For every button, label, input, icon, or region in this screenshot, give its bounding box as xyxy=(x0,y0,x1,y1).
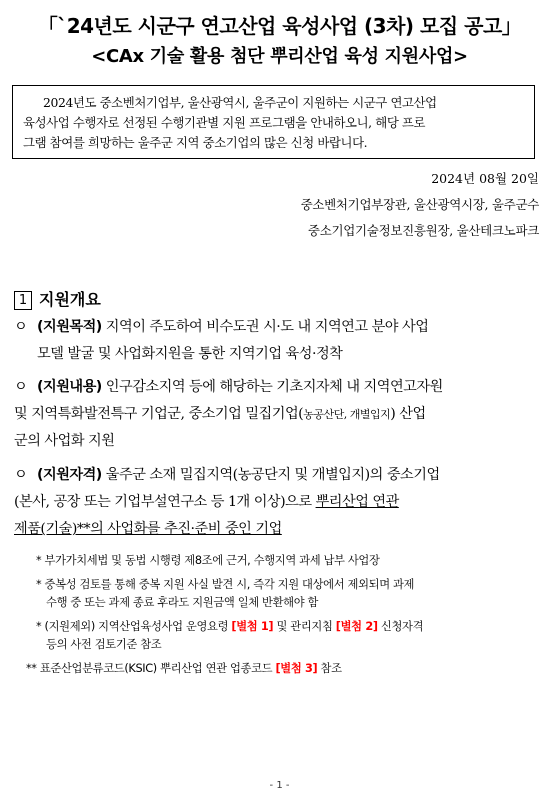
purpose-text: 모델 발굴 및 사업화지원을 통한 지역기업 육성·정착 xyxy=(37,346,343,362)
eligibility-text: (본사, 공장 또는 기업부설연구소 등 1개 이상)으로 xyxy=(14,494,316,510)
issuing-orgs-line1: 중소벤처기업부장관, 울산광역시장, 울주군수 xyxy=(300,197,539,212)
content-text: 및 지역특화발전특구 기업군, 중소기업 밀집기업( xyxy=(14,406,304,422)
purpose-text: 지역이 주도하여 비수도권 시·도 내 지역연고 분야 사업 xyxy=(101,319,429,335)
bullet-icon: ㅇ xyxy=(14,379,28,395)
eligibility-label: (지원자격) xyxy=(37,467,102,483)
footnotes xyxy=(26,552,541,678)
page-number: - 1 - xyxy=(269,780,290,791)
eligibility-text: 울주군 소재 밀집지역(농공단지 및 개별입지)의 중소기업 xyxy=(101,467,440,483)
footnote: 등의 사전 검토기준 참조 xyxy=(46,638,162,651)
content-text: ) 산업 xyxy=(390,406,426,422)
content-text-small: 농공산단, 개별입지 xyxy=(303,408,391,421)
attachment-ref: [별첨 2] xyxy=(335,620,378,633)
footnote-text: 및 관리지침 xyxy=(273,620,336,633)
footnote: 수행 중 또는 과제 종료 후라도 지원금액 일체 반환해야 함 xyxy=(46,596,319,609)
bullet-icon: ㅇ xyxy=(14,467,28,483)
purpose-label: (지원목적) xyxy=(37,319,102,335)
section-number-box: 1 xyxy=(14,291,32,310)
footnote-text: 참조 xyxy=(317,662,342,675)
footnote: * 중복성 검토를 통해 중복 지원 사실 발견 시, 즉각 지원 대상에서 제외되며 과제 xyxy=(36,578,415,591)
content-text: 군의 사업화 지원 xyxy=(14,433,115,449)
footnote-text: 신청자격 xyxy=(377,620,424,633)
intro-line: 2024년도 중소벤처기업부, 울산광역시, 울주군이 지원하는 시군구 연고산업 xyxy=(43,95,437,110)
footnote-text: * (지원제외) 지역산업육성사업 운영요령 xyxy=(36,620,232,633)
announcement-title: 「`24년도 시군구 연고산업 육성사업 (3차) 모집 공고」 xyxy=(37,14,522,38)
announcement-subtitle: <CAx 기술 활용 첨단 뿌리산업 육성 지원사업> xyxy=(91,46,468,67)
footnote xyxy=(26,660,541,678)
footnote-text: ** 표준산업분류코드(KSIC) 뿌리산업 연관 업종코드 xyxy=(26,662,276,675)
footnote: * 부가가치세법 및 동법 시행령 제8조에 근거, 수행지역 과세 납부 사업장 xyxy=(36,554,380,567)
eligibility-underlined: 제품(기술)**의 사업화를 추진·준비 중인 기업 xyxy=(14,521,282,537)
intro-line: 육성사업 수행자로 선정된 수행기관별 지원 프로그램을 안내하오니, 해당 프로 xyxy=(23,115,426,130)
footnote xyxy=(36,618,541,636)
bullet-icon: ㅇ xyxy=(14,319,28,335)
section-title: 지원개요 xyxy=(39,290,101,309)
announcement-date: 2024년 08월 20일 xyxy=(431,171,539,186)
intro-box xyxy=(12,85,535,159)
eligibility-item xyxy=(14,462,538,543)
content-text: 인구감소지역 등에 해당하는 기초지자체 내 지역연고자원 xyxy=(101,379,443,395)
content-label: (지원내용) xyxy=(37,379,102,395)
section-heading xyxy=(14,287,101,310)
content-item xyxy=(14,374,538,455)
intro-line: 그램 참여를 희망하는 울주군 지역 중소기업의 많은 신청 바랍니다. xyxy=(23,135,368,150)
issuing-orgs-line2: 중소기업기술정보진흥원장, 울산테크노파크 xyxy=(307,223,539,238)
attachment-ref: [별첨 1] xyxy=(231,620,274,633)
eligibility-underlined: 뿌리산업 연관 xyxy=(315,494,399,510)
purpose-item xyxy=(14,314,538,368)
attachment-ref: [별첨 3] xyxy=(275,662,318,675)
